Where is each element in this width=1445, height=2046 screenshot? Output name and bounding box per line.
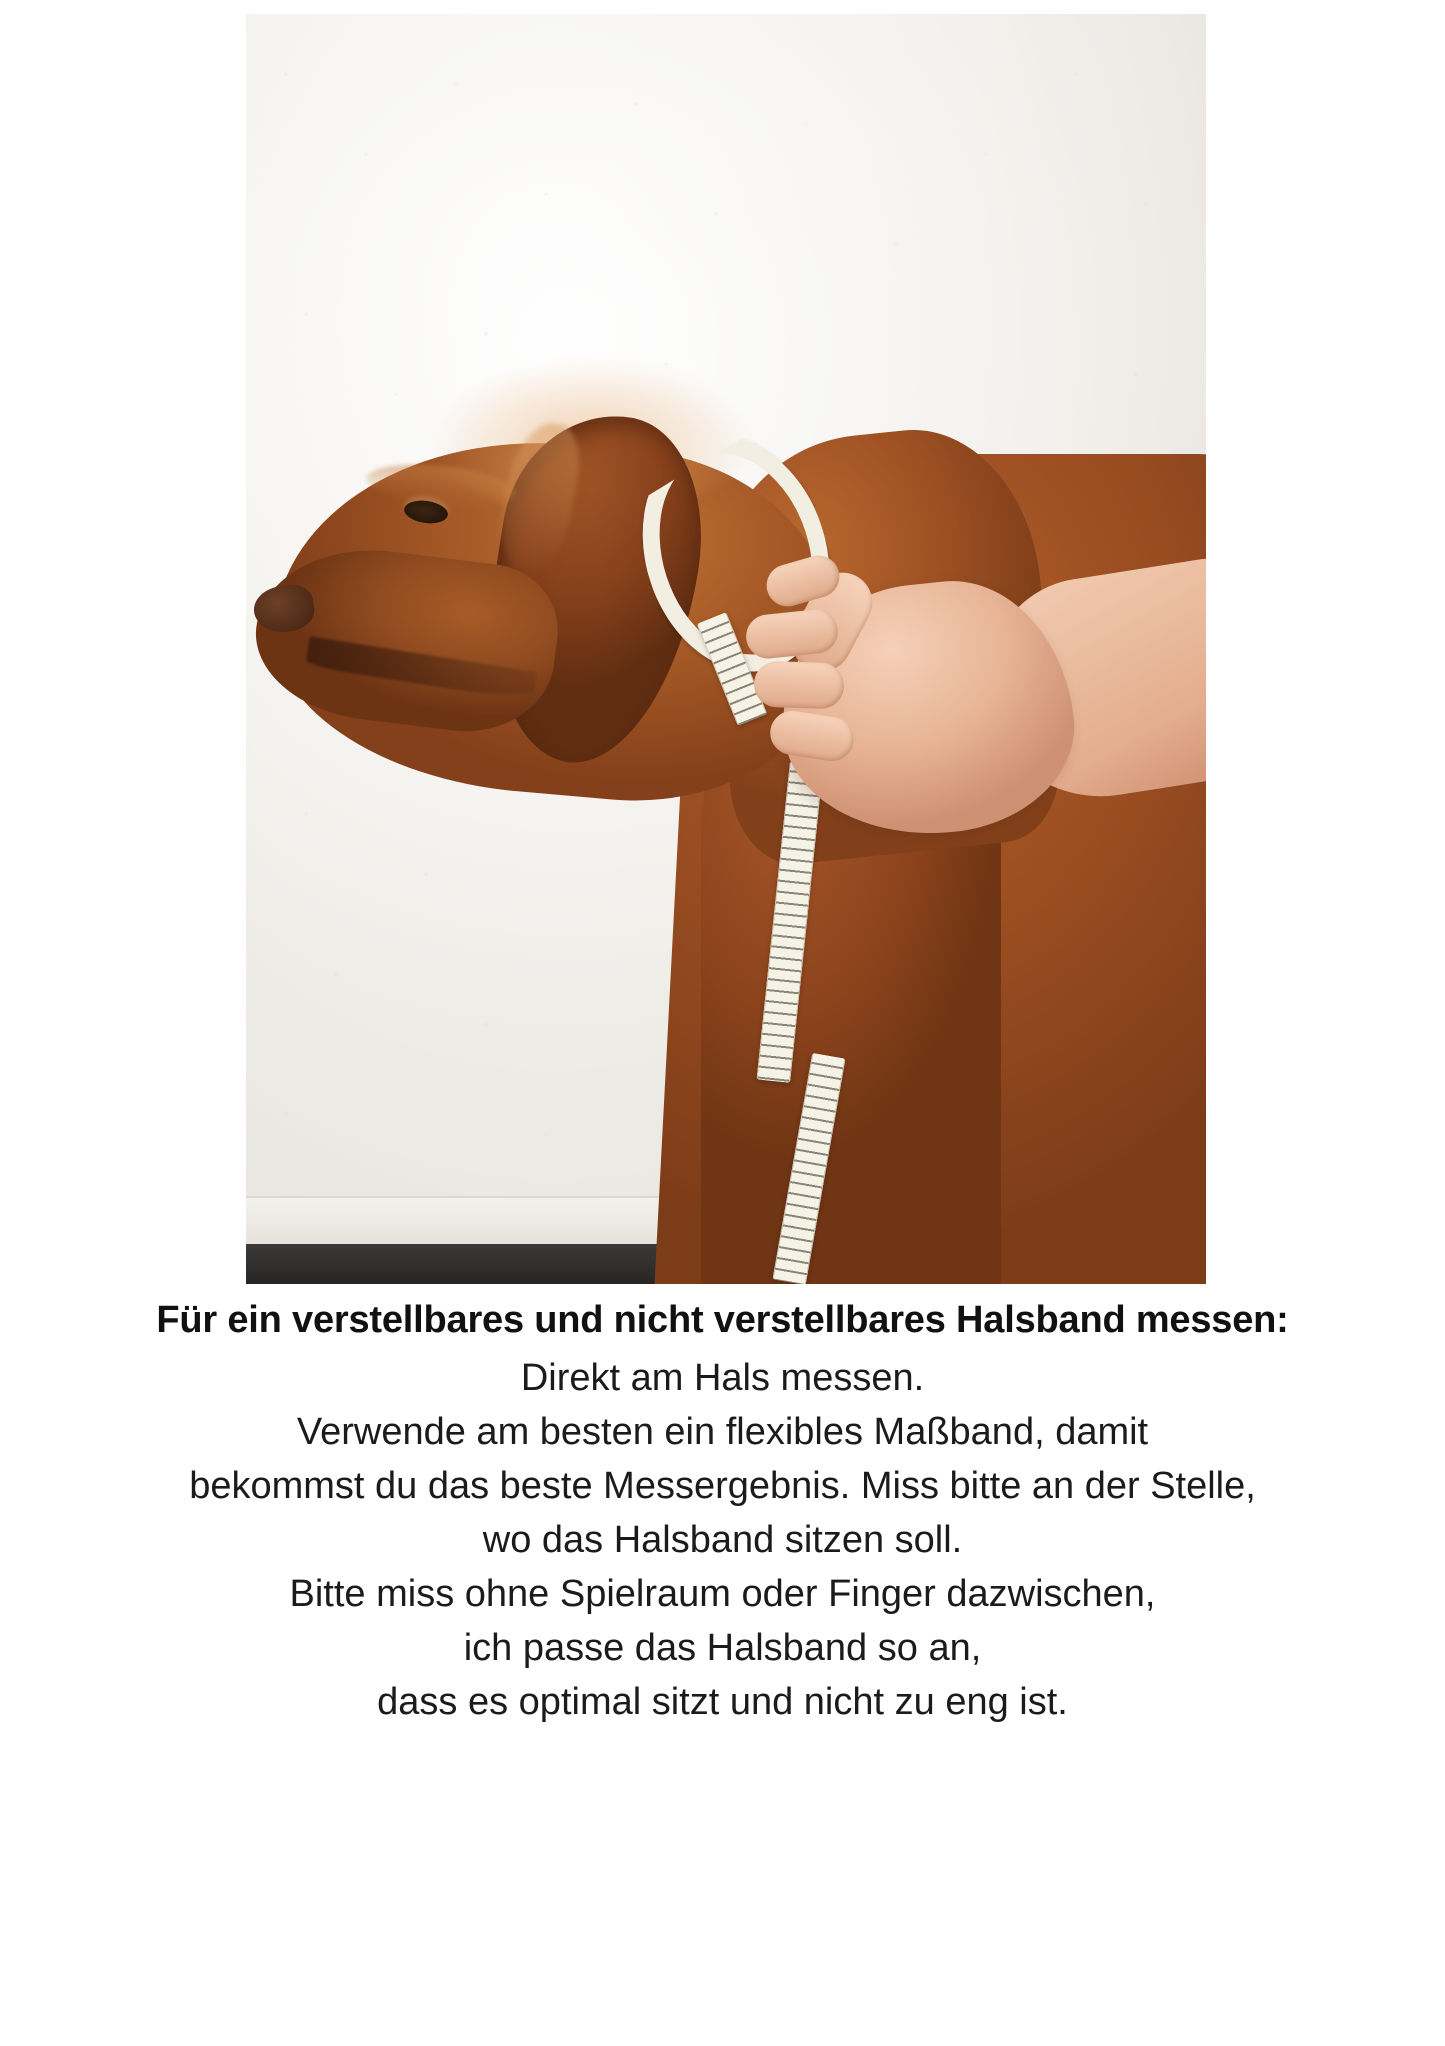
dog-measurement-photo: [246, 14, 1206, 1284]
caption-line: Verwende am besten ein flexibles Maßband, damit: [296, 1410, 1149, 1453]
caption-line: ich passe das Halsband so an,: [463, 1626, 982, 1669]
caption-body: [24, 1352, 1421, 1730]
caption-line: bekommst du das beste Messergebnis. Miss bitte an der Stelle,: [189, 1464, 1256, 1507]
caption-line: Bitte miss ohne Spielraum oder Finger dazwischen,: [289, 1572, 1156, 1615]
caption-block: [0, 1294, 1445, 1730]
photo-canvas: [246, 14, 1206, 1284]
ring-finger: [753, 660, 845, 709]
caption-heading: Für ein verstellbares und nicht verstellbares Halsband messen:: [156, 1299, 1289, 1341]
caption-line: Direkt am Hals messen.: [520, 1356, 925, 1399]
caption-line: dass es optimal sitzt und nicht zu eng ist.: [377, 1680, 1068, 1723]
caption-line: wo das Halsband sitzen soll.: [482, 1518, 963, 1561]
